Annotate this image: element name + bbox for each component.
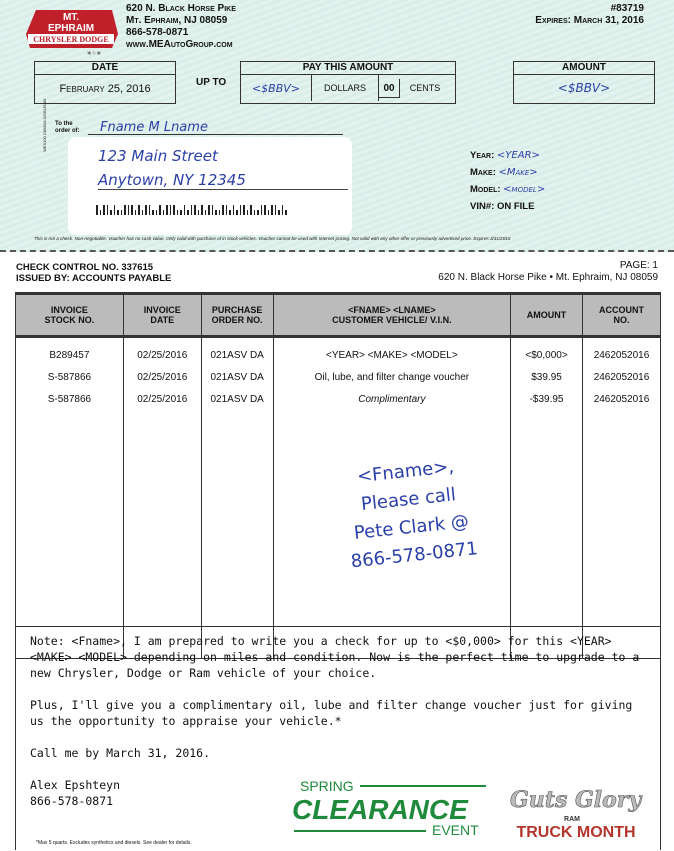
- cell-account: 2462052016: [583, 388, 661, 410]
- footnote: *Max 5 quarts. Excludes synthetics and diesels. See dealer for details.: [36, 840, 192, 846]
- payee-line: [88, 118, 343, 135]
- date-label: DATE: [35, 62, 175, 75]
- barcode-bar: [219, 210, 221, 215]
- note-paragraph-3: Call me by March 31, 2016.: [30, 746, 211, 760]
- dealer-phone: 866-578-0871: [126, 27, 189, 38]
- dealer-street: 620 N. Black Horse Pike: [126, 3, 236, 14]
- barcode-bar: [271, 205, 273, 215]
- table-row: [16, 337, 661, 367]
- check-control-number: CHECK CONTROL NO. 337615: [16, 262, 154, 273]
- barcode-bar: [184, 205, 186, 215]
- cell-po: 021ASV DA: [201, 388, 273, 410]
- model-label: Model:: [470, 184, 501, 195]
- vehicle-info: [470, 147, 545, 215]
- amount-value: <$BBV>: [557, 81, 611, 95]
- barcode-bar: [173, 205, 175, 215]
- cell-amount: <$0,000>: [511, 337, 583, 367]
- upto-label: UP TO: [196, 77, 227, 88]
- check-disclaimer: This is not a check. Non-negotiable. Voucher has no cash value. Only valid with purchase of in stock vehicles. Voucher cannot be used with Internet pricing. Not valid with any other offer or previously advertised price. Expires 3/31/2016: [34, 236, 511, 241]
- barcode-bar: [107, 205, 109, 215]
- address-window: [68, 137, 352, 235]
- address-line-1: 123 Main Street: [98, 147, 218, 165]
- cell-desc: <YEAR> <MAKE> <MODEL>: [273, 337, 510, 367]
- barcode-bar: [247, 210, 249, 215]
- barcode-bar: [152, 210, 154, 215]
- promo-ram: RAM: [564, 816, 580, 823]
- svg-text:▣ ◎ ▣: ▣ ◎ ▣: [87, 50, 101, 55]
- barcode-bar: [187, 210, 189, 215]
- issued-by: ISSUED BY: ACCOUNTS PAYABLE: [16, 273, 172, 284]
- logo-line1: MT.: [62, 12, 80, 23]
- handwritten-note: [295, 447, 526, 581]
- cell-desc: Oil, lube, and filter change voucher: [273, 366, 510, 388]
- barcode-bar: [250, 205, 252, 215]
- barcode-bar: [124, 205, 126, 215]
- barcode-bar: [100, 210, 102, 215]
- cell-date: 02/25/2016: [123, 388, 201, 410]
- barcode-bar: [156, 210, 158, 215]
- to-order-line2: order of:: [55, 128, 80, 134]
- page-number: PAGE: 1: [619, 260, 658, 271]
- cell-stock: S-587866: [16, 366, 124, 388]
- note-paragraph-1: Note: <Fname>, I am prepared to write you a check for up to <$0,000> for this <YEAR> <MAKE> <MODEL> depending on miles and condition. Now is the perfect time to upgrade to a new Chrysler, Dodge or Ram vehicle of your choice.: [30, 634, 640, 680]
- barcode-bar: [194, 205, 196, 215]
- postal-barcode: [96, 205, 289, 215]
- barcode-bar: [233, 205, 235, 215]
- barcode-bar: [110, 210, 112, 215]
- handnote-line3: Pete Clark @: [352, 510, 470, 544]
- cell-amount: -$39.95: [511, 388, 583, 410]
- dealer-address: [126, 3, 236, 51]
- barcode-bar: [191, 205, 193, 215]
- cell-stock: B289457: [16, 337, 124, 367]
- check-expires: Expires: March 31, 2016: [535, 15, 644, 26]
- vin-label: VIN#:: [470, 201, 495, 212]
- barcode-bar: [226, 205, 228, 215]
- barcode-bar: [257, 210, 259, 215]
- barcode-bar: [285, 210, 287, 215]
- pay-amount-value: <$BBV>: [241, 75, 312, 101]
- barcode-bar: [240, 205, 242, 215]
- table-row: [16, 388, 661, 410]
- promo-clearance: CLEARANCE: [292, 794, 468, 825]
- barcode-bar: [163, 210, 165, 215]
- barcode-bar: [121, 210, 123, 215]
- signature-name: Alex Epshteyn: [30, 778, 121, 792]
- barcode-bar: [201, 205, 203, 215]
- dealer-logo: [22, 4, 120, 56]
- barcode-bar: [166, 205, 168, 215]
- cell-date: 02/25/2016: [123, 337, 201, 367]
- barcode-bar: [131, 205, 133, 215]
- stub-control-block: [16, 262, 171, 284]
- barcode-bar: [268, 210, 270, 215]
- barcode-bar: [114, 205, 116, 215]
- col-header-date: INVOICE DATE: [123, 294, 201, 337]
- handnote-line4: 866-578-0871: [349, 538, 479, 573]
- spring-clearance-logo: [286, 777, 496, 837]
- cell-date: 02/25/2016: [123, 366, 201, 388]
- barcode-bar: [208, 205, 210, 215]
- promo-gg: Guts Glory: [510, 787, 642, 813]
- col-header-customer: <FNAME> <LNAME> CUSTOMER VEHICLE/ V.I.N.: [273, 294, 510, 337]
- logo-line2: EPHRAIM: [47, 23, 95, 34]
- barcode-bar: [254, 210, 256, 215]
- side-code: WEX100 2380/2A-033/1354/3: [42, 98, 47, 152]
- barcode-bar: [275, 205, 277, 215]
- check-number: #83719: [610, 3, 644, 14]
- table-row: [16, 366, 661, 388]
- barcode-bar: [142, 210, 144, 215]
- date-value: February 25, 2016: [59, 83, 151, 95]
- col-header-stock: INVOICE STOCK NO.: [16, 294, 124, 337]
- pay-label: PAY THIS AMOUNT: [241, 62, 455, 75]
- handnote-line1: <Fname>,: [356, 456, 456, 488]
- barcode-bar: [180, 210, 182, 215]
- cell-amount: $39.95: [511, 366, 583, 388]
- cell-account: 2462052016: [583, 366, 661, 388]
- check-number-block: [535, 3, 644, 27]
- barcode-bar: [96, 205, 98, 215]
- barcode-bar: [177, 210, 179, 215]
- cell-po: 021ASV DA: [201, 366, 273, 388]
- barcode-bar: [236, 210, 238, 215]
- cell-stock: S-587866: [16, 388, 124, 410]
- col-header-amount: AMOUNT: [511, 294, 583, 337]
- cell-account: 2462052016: [583, 337, 661, 367]
- dollars-label: DOLLARS: [312, 75, 379, 101]
- note-paragraph-2: Plus, I'll give you a complimentary oil, lube and filter change voucher just for giving us the opportunity to appraise your vehicle.*: [30, 698, 633, 728]
- model-value: <model>: [503, 184, 546, 195]
- handnote-line2: Please call: [360, 484, 457, 515]
- dealer-web[interactable]: www.MEAutoGroup.com: [126, 39, 233, 50]
- payee-name: Fname M Lname: [100, 120, 208, 135]
- cell-po: 021ASV DA: [201, 337, 273, 367]
- amount-box: [513, 61, 655, 104]
- barcode-bar: [243, 205, 245, 215]
- barcode-bar: [222, 205, 224, 215]
- make-value: <Make>: [498, 167, 538, 178]
- guts-glory-logo: [504, 777, 654, 841]
- barcode-bar: [229, 210, 231, 215]
- cell-desc: Complimentary: [273, 388, 510, 410]
- year-label: Year:: [470, 150, 495, 161]
- logo-line3: CHRYSLER DODGE: [33, 35, 109, 44]
- barcode-bar: [103, 205, 105, 215]
- promo-event: EVENT: [432, 822, 479, 837]
- barcode-bar: [261, 205, 263, 215]
- cents-label: CENTS: [409, 83, 441, 93]
- barcode-bar: [278, 210, 280, 215]
- barcode-bar: [135, 210, 137, 215]
- signature-phone: 866-578-0871: [30, 794, 114, 808]
- promo-truck: TRUCK MONTH: [516, 824, 636, 841]
- barcode-bar: [145, 205, 147, 215]
- dealer-city: Mt. Ephraim, NJ 08059: [126, 15, 228, 26]
- make-label: Make:: [470, 167, 496, 178]
- note-box: [15, 626, 661, 850]
- barcode-bar: [212, 205, 214, 215]
- vin-value: ON FILE: [496, 201, 535, 212]
- address-line-2: Anytown, NY 12345: [98, 171, 348, 190]
- col-header-account: ACCOUNT NO.: [583, 294, 661, 337]
- date-box: [34, 61, 176, 104]
- barcode-bar: [159, 205, 161, 215]
- promo-spring: SPRING: [300, 778, 354, 794]
- stub-page-block: [438, 260, 658, 284]
- stub-address: 620 N. Black Horse Pike • Mt. Ephraim, NJ 08059: [438, 272, 658, 283]
- barcode-bar: [117, 210, 119, 215]
- barcode-bar: [198, 210, 200, 215]
- year-value: <YEAR>: [496, 150, 540, 161]
- check-voucher: [0, 0, 674, 252]
- to-order-line1: To the: [55, 121, 73, 127]
- pay-amount-box: [240, 61, 456, 104]
- barcode-bar: [149, 205, 151, 215]
- barcode-bar: [282, 205, 284, 215]
- barcode-bar: [215, 210, 217, 215]
- barcode-bar: [128, 205, 130, 215]
- to-order-label: [55, 121, 80, 135]
- barcode-bar: [205, 210, 207, 215]
- barcode-bar: [138, 205, 140, 215]
- col-header-po: PURCHASE ORDER NO.: [201, 294, 273, 337]
- barcode-bar: [170, 205, 172, 215]
- cents-value: 00: [379, 79, 400, 98]
- amount-label: AMOUNT: [514, 62, 654, 75]
- table-header-row: [16, 294, 661, 337]
- barcode-bar: [264, 205, 266, 215]
